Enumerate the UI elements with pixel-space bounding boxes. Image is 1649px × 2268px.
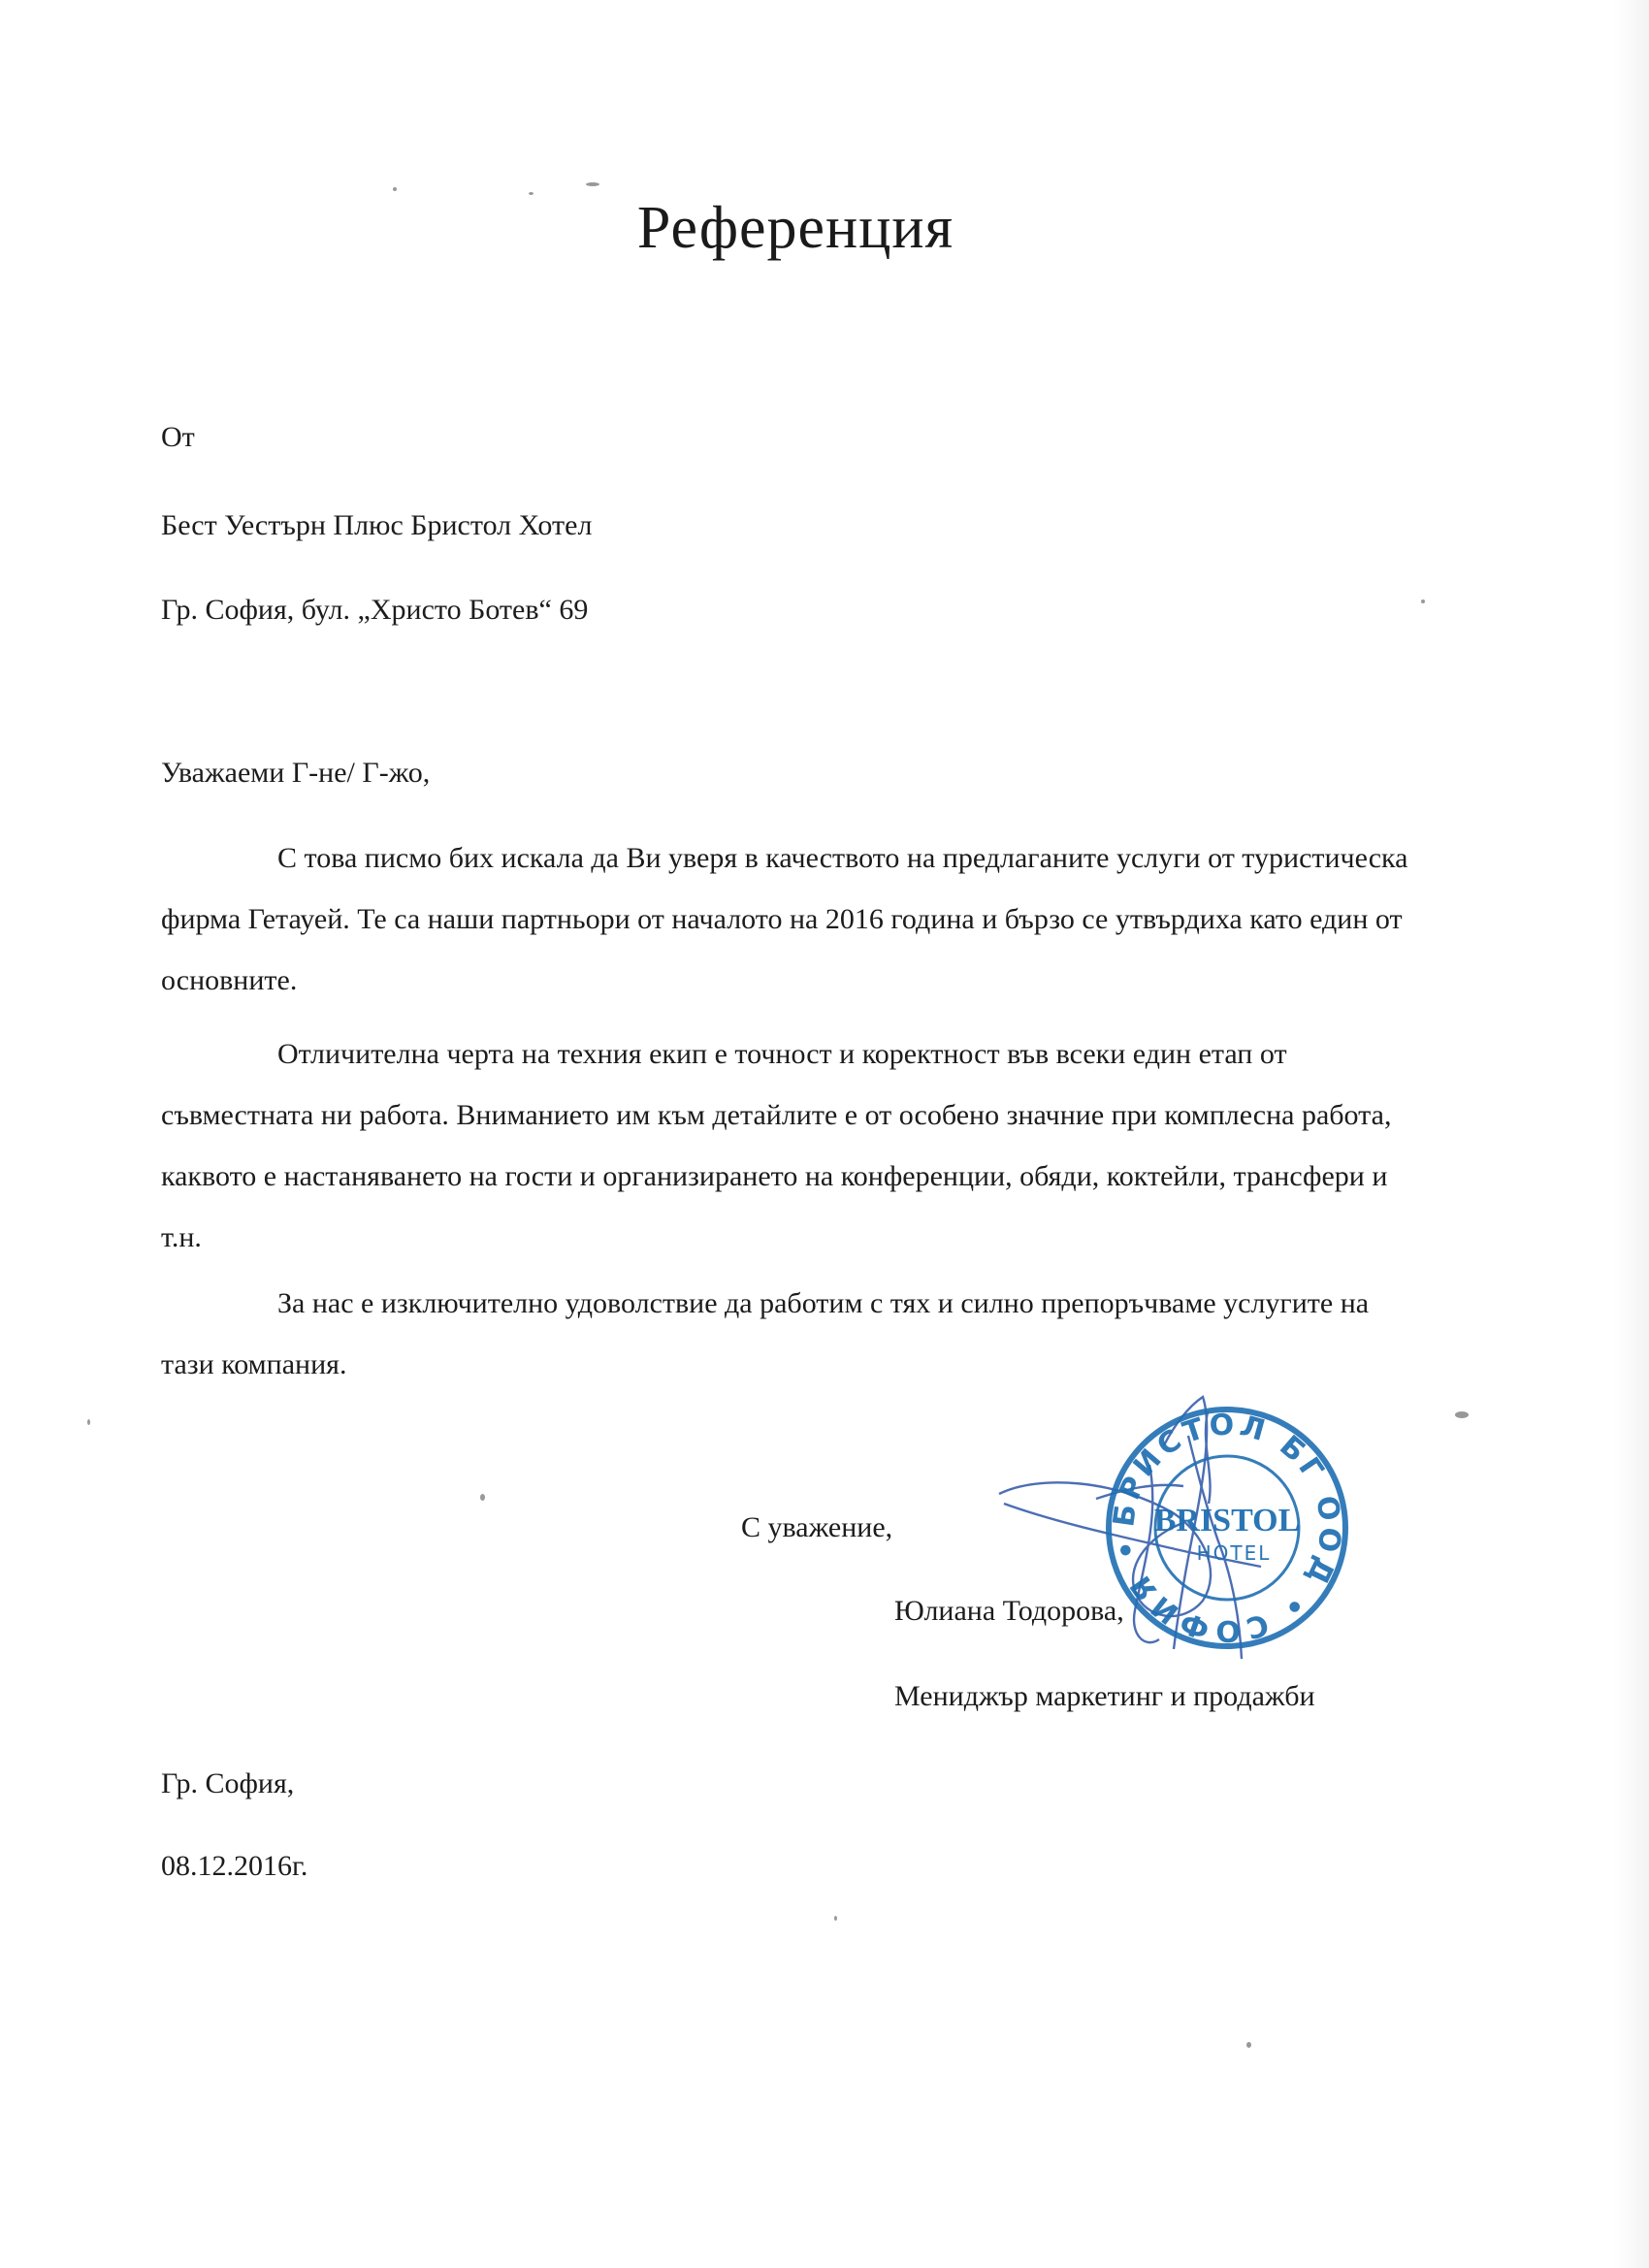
city: Гр. София, xyxy=(161,1767,295,1799)
scan-speck xyxy=(1246,2042,1251,2048)
scan-speck xyxy=(834,1916,837,1921)
scan-speck xyxy=(1455,1411,1469,1418)
stamp-seal xyxy=(1107,1409,1347,1648)
sender-label: От xyxy=(161,421,195,453)
company-stamp xyxy=(980,1368,1387,1688)
document-title: Референция xyxy=(636,195,954,261)
scan-speck xyxy=(529,192,534,195)
scan-speck xyxy=(480,1494,485,1501)
closing-phrase: С уважение, xyxy=(741,1511,893,1543)
body-paragraph-3: За нас е изключително удоволствие да работим с тях и силно препоръчваме услугите на тази компания. xyxy=(161,1287,1370,1380)
signer-position: Мениджър маркетинг и продажби xyxy=(894,1680,1315,1712)
scan-speck xyxy=(87,1419,90,1425)
salutation: Уважаеми Г-не/ Г-жо, xyxy=(161,757,431,789)
stamp-ring-text: БРИСТОЛ БГ ООД • СОФИЯ • xyxy=(1107,1408,1347,1648)
body-paragraph-1: С това писмо бих искала да Ви уверя в качеството на предлаганите услуги от туристическа фирма Гетауей. Те са наши партньори от началото на 2016 година и бързо се утвърдиха като един от основните. xyxy=(161,842,1408,996)
scan-speck xyxy=(393,187,397,191)
stamp-brand: BRISTOL xyxy=(1153,1503,1301,1539)
scan-edge xyxy=(1614,0,1649,2268)
scan-speck xyxy=(586,182,599,186)
date: 08.12.2016г. xyxy=(161,1850,308,1882)
signer-name: Юлиана Тодорова, xyxy=(894,1595,1124,1627)
sender-address: Гр. София, бул. „Христо Ботев“ 69 xyxy=(161,594,589,626)
body-paragraph-2: Отличителна черта на техния екип е точност и коректност във всеки един етап от съвместната ни работа. Вниманието им към детайлите е от особено значние при комплесна работа, каквото е настаняването на гости и организирането на конференции, обяди, коктейли, трансфери и т.н. xyxy=(161,1038,1392,1253)
sender-name: Бест Уестърн Плюс Бристол Хотел xyxy=(161,509,593,541)
scan-speck xyxy=(1421,599,1425,603)
stamp-subbrand: HOTEL xyxy=(1196,1541,1272,1565)
